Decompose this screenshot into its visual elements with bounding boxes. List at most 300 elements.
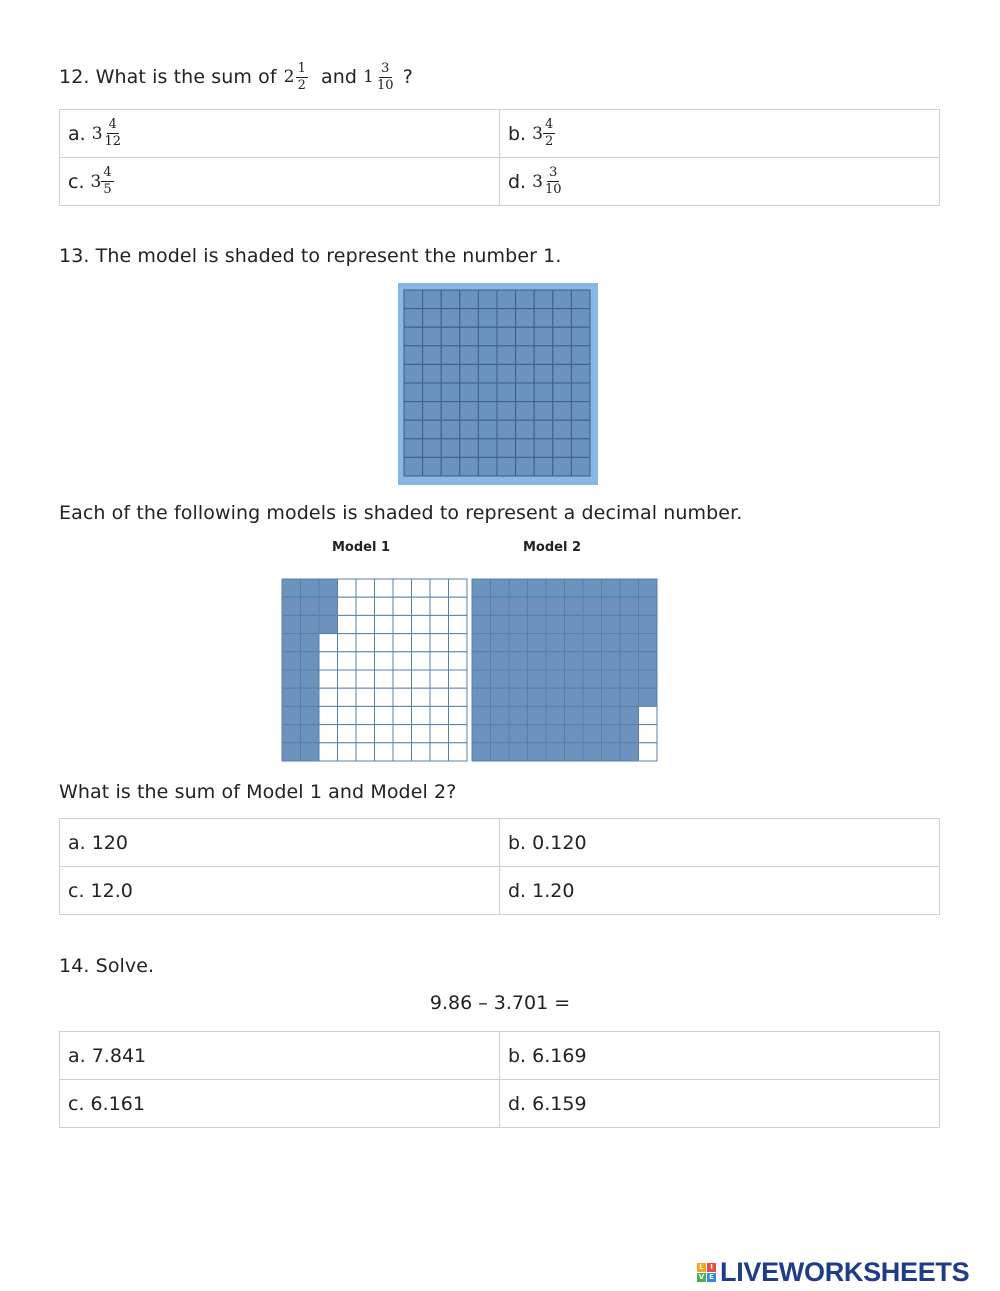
model2-cell-86 [620, 688, 639, 706]
model2-cell-62 [583, 615, 602, 633]
model2-cell-68 [583, 725, 602, 743]
model2-cell-73 [602, 634, 621, 652]
model1-cell-2 [282, 615, 301, 633]
model1-cell-24 [319, 652, 338, 670]
model2-cell-43 [546, 634, 565, 652]
model2-cell-56 [565, 688, 584, 706]
whole-model-cell-6 [404, 402, 423, 421]
model2-cell-91 [639, 597, 658, 615]
whole-model-cell-67 [516, 420, 535, 439]
whole-model-cell-23 [441, 346, 460, 365]
model2-cell-48 [546, 725, 565, 743]
q12-frac2-den: 10 [376, 77, 394, 93]
model1-cell-73 [412, 634, 431, 652]
model1-cell-63 [393, 634, 412, 652]
model1-cell-3 [282, 634, 301, 652]
model2-cell-5 [472, 670, 491, 688]
whole-model-cell-33 [460, 346, 479, 365]
whole-model-cell-50 [497, 290, 516, 309]
whole-model-cell-98 [571, 439, 590, 458]
model1-cell-14 [301, 652, 320, 670]
model1-cell-26 [319, 688, 338, 706]
whole-model-cell-16 [423, 402, 442, 421]
model2-cell-36 [528, 688, 547, 706]
whole-model-cell-47 [478, 420, 497, 439]
whole-model-cell-56 [497, 402, 516, 421]
model2-cell-3 [472, 634, 491, 652]
model1-cell-79 [412, 743, 431, 761]
q12-option-b[interactable]: b. 3 $\frac{4}{2}$ [500, 110, 940, 158]
model2-cell-19 [491, 743, 510, 761]
model2-cell-98 [639, 725, 658, 743]
model2-cell-42 [546, 615, 565, 633]
model2-cell-88 [620, 725, 639, 743]
model1-cell-99 [449, 743, 468, 761]
whole-model-cell-1 [404, 309, 423, 328]
q14-statement: 14. Solve. [59, 955, 155, 977]
model2-cell-58 [565, 725, 584, 743]
whole-model-cell-13 [423, 346, 442, 365]
model2-cell-97 [639, 706, 658, 724]
whole-model-cell-78 [534, 439, 553, 458]
q13-option-d[interactable]: d. 1.20 [500, 867, 940, 915]
q14-equation: 9.86 – 3.701 = [429, 992, 571, 1014]
model1-cell-7 [282, 706, 301, 724]
model1-cell-97 [449, 706, 468, 724]
q12-option-c[interactable]: c. 3 $\frac{4}{5}$ [60, 158, 500, 206]
model1-cell-0 [282, 579, 301, 597]
whole-model-cell-9 [404, 457, 423, 476]
model1-cell-18 [301, 725, 320, 743]
whole-model-cell-77 [534, 420, 553, 439]
model1-cell-51 [375, 597, 394, 615]
model1-cell-6 [282, 688, 301, 706]
model1-cell-90 [449, 579, 468, 597]
q13-option-b[interactable]: b. 0.120 [500, 819, 940, 867]
model2-cell-47 [546, 706, 565, 724]
whole-model-cell-90 [571, 290, 590, 309]
model2-cell-21 [509, 597, 528, 615]
whole-model-cell-19 [423, 457, 442, 476]
whole-model-cell-95 [571, 383, 590, 402]
q12-options [59, 109, 940, 206]
model1-cell-45 [356, 670, 375, 688]
model2-cell-85 [620, 670, 639, 688]
model1-cell-16 [301, 688, 320, 706]
whole-model-cell-99 [571, 457, 590, 476]
q12-question [59, 62, 413, 92]
model1-cell-36 [338, 688, 357, 706]
whole-model-cell-27 [441, 420, 460, 439]
model2-cell-60 [583, 579, 602, 597]
whole-model-cell-54 [497, 364, 516, 383]
model1-cell-77 [412, 706, 431, 724]
model1-cell-12 [301, 615, 320, 633]
whole-model-cell-61 [516, 309, 535, 328]
q12-frac2-whole: 1 [363, 67, 374, 88]
model1-cell-98 [449, 725, 468, 743]
model1-cell-87 [430, 706, 449, 724]
q12-option-d[interactable]: d. 3 $\frac{3}{10}$ [500, 158, 940, 206]
model1-cell-49 [356, 743, 375, 761]
q13-options [59, 818, 940, 915]
model2-cell-29 [509, 743, 528, 761]
model1-cell-13 [301, 634, 320, 652]
q12-frac1-whole: 2 [283, 67, 295, 88]
whole-model-cell-46 [478, 402, 497, 421]
model2-cell-49 [546, 743, 565, 761]
model1-cell-72 [412, 615, 431, 633]
model1-cell-39 [338, 743, 357, 761]
whole-model-cell-7 [404, 420, 423, 439]
model2-cell-51 [565, 597, 584, 615]
whole-model-cell-65 [516, 383, 535, 402]
whole-model-cell-72 [534, 327, 553, 346]
model2-cell-20 [509, 579, 528, 597]
q13-option-a[interactable]: a. 120 [60, 819, 500, 867]
model2-cell-25 [509, 670, 528, 688]
model1-cell-59 [375, 743, 394, 761]
model2-cell-65 [583, 670, 602, 688]
q12-frac1-den: 2 [297, 77, 306, 93]
model2-cell-96 [639, 688, 658, 706]
model2-label: Model 2 [523, 540, 582, 555]
model2-cell-39 [528, 743, 547, 761]
model2-cell-67 [583, 706, 602, 724]
model1-cell-21 [319, 597, 338, 615]
whole-model-cell-83 [553, 346, 572, 365]
whole-model-cell-58 [497, 439, 516, 458]
model1-grid [281, 578, 469, 763]
whole-model-cell-85 [553, 383, 572, 402]
logo-blocks-icon: L I V E [697, 1263, 716, 1282]
liveworksheets-logo [697, 1257, 969, 1288]
model1-cell-38 [338, 725, 357, 743]
q14-option-c[interactable]: c. 6.161 [60, 1080, 500, 1128]
model2-cell-79 [602, 743, 621, 761]
whole-model-cell-12 [423, 327, 442, 346]
whole-model-cell-62 [516, 327, 535, 346]
whole-model-cell-73 [534, 346, 553, 365]
model1-cell-69 [393, 743, 412, 761]
model2-cell-30 [528, 579, 547, 597]
model1-cell-65 [393, 670, 412, 688]
model2-cell-70 [602, 579, 621, 597]
q12-prefix: 12. What is the sum of [59, 66, 277, 89]
model1-cell-74 [412, 652, 431, 670]
whole-model-cell-29 [441, 457, 460, 476]
q13-question: What is the sum of Model 1 and Model 2? [59, 781, 457, 803]
model2-cell-74 [602, 652, 621, 670]
model2-cell-7 [472, 706, 491, 724]
model1-cell-64 [393, 652, 412, 670]
model1-cell-37 [338, 706, 357, 724]
whole-model-cell-43 [478, 346, 497, 365]
whole-model-cell-41 [478, 309, 497, 328]
q14-option-a[interactable]: a. 7.841 [60, 1032, 500, 1080]
whole-model-cell-68 [516, 439, 535, 458]
whole-model-cell-15 [423, 383, 442, 402]
model2-cell-9 [472, 743, 491, 761]
model1-cell-89 [430, 743, 449, 761]
whole-model-cell-70 [534, 290, 553, 309]
model2-cell-26 [509, 688, 528, 706]
q12-frac1-num: 1 [297, 61, 306, 76]
model2-cell-11 [491, 597, 510, 615]
model1-cell-92 [449, 615, 468, 633]
model1-cell-31 [338, 597, 357, 615]
whole-model-cell-82 [553, 327, 572, 346]
model2-cell-34 [528, 652, 547, 670]
q12-option-a[interactable]: a. 3 $\frac{4}{12}$ [60, 110, 500, 158]
model1-cell-71 [412, 597, 431, 615]
model2-cell-46 [546, 688, 565, 706]
whole-model-cell-57 [497, 420, 516, 439]
whole-model-cell-5 [404, 383, 423, 402]
model1-cell-22 [319, 615, 338, 633]
whole-model-cell-87 [553, 420, 572, 439]
model2-cell-27 [509, 706, 528, 724]
model1-cell-68 [393, 725, 412, 743]
model2-grid [471, 578, 659, 763]
q12-mixed-number-2 [363, 62, 396, 92]
q14-option-d[interactable]: d. 6.159 [500, 1080, 940, 1128]
model1-cell-23 [319, 634, 338, 652]
whole-model-grid [398, 283, 598, 485]
whole-model-cell-75 [534, 383, 553, 402]
whole-model-cell-89 [553, 457, 572, 476]
model1-cell-93 [449, 634, 468, 652]
model1-cell-27 [319, 706, 338, 724]
whole-model-cell-10 [423, 290, 442, 309]
model1-cell-4 [282, 652, 301, 670]
model1-cell-94 [449, 652, 468, 670]
model2-cell-92 [639, 615, 658, 633]
model2-cell-31 [528, 597, 547, 615]
whole-model-cell-59 [497, 457, 516, 476]
model1-cell-40 [356, 579, 375, 597]
model1-cell-41 [356, 597, 375, 615]
model2-cell-93 [639, 634, 658, 652]
whole-model-cell-40 [478, 290, 497, 309]
whole-model-cell-0 [404, 290, 423, 309]
q14-options [59, 1031, 940, 1128]
whole-model-cell-36 [460, 402, 479, 421]
model2-cell-83 [620, 634, 639, 652]
model1-cell-84 [430, 652, 449, 670]
model2-cell-13 [491, 634, 510, 652]
model2-cell-45 [546, 670, 565, 688]
model1-cell-9 [282, 743, 301, 761]
model2-cell-71 [602, 597, 621, 615]
whole-model-cell-79 [534, 457, 553, 476]
whole-model-cell-44 [478, 364, 497, 383]
model2-cell-41 [546, 597, 565, 615]
whole-model-cell-14 [423, 364, 442, 383]
whole-model-cell-93 [571, 346, 590, 365]
whole-model-cell-20 [441, 290, 460, 309]
model2-cell-37 [528, 706, 547, 724]
q13-followup: Each of the following models is shaded to represent a decimal number. [59, 502, 743, 524]
q13-statement: 13. The model is shaded to represent the number 1. [59, 245, 562, 267]
model1-cell-88 [430, 725, 449, 743]
model1-cell-20 [319, 579, 338, 597]
model1-cell-25 [319, 670, 338, 688]
model2-cell-76 [602, 688, 621, 706]
model2-cell-4 [472, 652, 491, 670]
model1-cell-83 [430, 634, 449, 652]
model1-cell-81 [430, 597, 449, 615]
whole-model-cell-48 [478, 439, 497, 458]
model2-cell-32 [528, 615, 547, 633]
whole-model-cell-17 [423, 420, 442, 439]
model2-cell-33 [528, 634, 547, 652]
model2-cell-22 [509, 615, 528, 633]
model2-cell-0 [472, 579, 491, 597]
whole-model-cell-18 [423, 439, 442, 458]
q14-option-b[interactable]: b. 6.169 [500, 1032, 940, 1080]
model1-cell-10 [301, 579, 320, 597]
model1-cell-56 [375, 688, 394, 706]
model2-cell-57 [565, 706, 584, 724]
whole-model-cell-32 [460, 327, 479, 346]
model2-cell-8 [472, 725, 491, 743]
q12-mixed-number-1 [284, 62, 308, 92]
model1-cell-29 [319, 743, 338, 761]
model2-cell-23 [509, 634, 528, 652]
q12-suffix: ? [402, 66, 413, 89]
whole-model-cell-49 [478, 457, 497, 476]
model1-cell-48 [356, 725, 375, 743]
model2-cell-2 [472, 615, 491, 633]
q12-and: and [320, 66, 358, 89]
model1-cell-95 [449, 670, 468, 688]
model2-cell-17 [491, 706, 510, 724]
model1-cell-61 [393, 597, 412, 615]
whole-model-cell-94 [571, 364, 590, 383]
whole-model-cell-8 [404, 439, 423, 458]
whole-model-cell-96 [571, 402, 590, 421]
whole-model-cell-24 [441, 364, 460, 383]
whole-model-cell-74 [534, 364, 553, 383]
whole-model-cell-84 [553, 364, 572, 383]
whole-model-cell-31 [460, 309, 479, 328]
whole-model-cell-2 [404, 327, 423, 346]
model1-cell-52 [375, 615, 394, 633]
whole-model-cell-45 [478, 383, 497, 402]
whole-model-cell-35 [460, 383, 479, 402]
model1-cell-50 [375, 579, 394, 597]
whole-model-cell-30 [460, 290, 479, 309]
model2-cell-40 [546, 579, 565, 597]
model2-cell-50 [565, 579, 584, 597]
whole-model-cell-91 [571, 309, 590, 328]
whole-model-cell-3 [404, 346, 423, 365]
whole-model-cell-51 [497, 309, 516, 328]
model1-cell-46 [356, 688, 375, 706]
logo-text: LIVEWORKSHEETS [720, 1257, 970, 1287]
model1-cell-85 [430, 670, 449, 688]
whole-model-cell-97 [571, 420, 590, 439]
model1-cell-5 [282, 670, 301, 688]
whole-model-cell-38 [460, 439, 479, 458]
q13-option-c[interactable]: c. 12.0 [60, 867, 500, 915]
whole-model-cell-63 [516, 346, 535, 365]
model1-cell-70 [412, 579, 431, 597]
whole-model-cell-11 [423, 309, 442, 328]
model1-cell-67 [393, 706, 412, 724]
model1-cell-80 [430, 579, 449, 597]
whole-model-cell-34 [460, 364, 479, 383]
whole-model-cell-86 [553, 402, 572, 421]
model1-cell-19 [301, 743, 320, 761]
whole-model-cell-60 [516, 290, 535, 309]
model2-cell-54 [565, 652, 584, 670]
model2-cell-87 [620, 706, 639, 724]
model2-cell-84 [620, 652, 639, 670]
model2-cell-44 [546, 652, 565, 670]
model1-cell-54 [375, 652, 394, 670]
model2-cell-18 [491, 725, 510, 743]
model1-cell-60 [393, 579, 412, 597]
model2-cell-94 [639, 652, 658, 670]
model2-cell-69 [583, 743, 602, 761]
model2-cell-99 [639, 743, 658, 761]
model2-cell-6 [472, 688, 491, 706]
model2-cell-28 [509, 725, 528, 743]
model2-cell-12 [491, 615, 510, 633]
model2-cell-64 [583, 652, 602, 670]
model1-cell-91 [449, 597, 468, 615]
model2-cell-75 [602, 670, 621, 688]
model1-cell-1 [282, 597, 301, 615]
model2-cell-89 [620, 743, 639, 761]
whole-model-cell-55 [497, 383, 516, 402]
model1-cell-11 [301, 597, 320, 615]
whole-model-cell-81 [553, 309, 572, 328]
model1-label: Model 1 [332, 540, 391, 555]
model2-cell-38 [528, 725, 547, 743]
q12-frac2-num: 3 [381, 61, 390, 76]
model2-cell-82 [620, 615, 639, 633]
whole-model-cell-76 [534, 402, 553, 421]
model2-cell-10 [491, 579, 510, 597]
model1-cell-30 [338, 579, 357, 597]
model2-cell-78 [602, 725, 621, 743]
whole-model-cell-37 [460, 420, 479, 439]
model1-cell-15 [301, 670, 320, 688]
whole-model-cell-88 [553, 439, 572, 458]
model2-cell-81 [620, 597, 639, 615]
whole-model-cell-69 [516, 457, 535, 476]
model1-cell-86 [430, 688, 449, 706]
whole-model-cell-4 [404, 364, 423, 383]
model2-cell-61 [583, 597, 602, 615]
whole-model-cell-66 [516, 402, 535, 421]
model1-cell-96 [449, 688, 468, 706]
whole-model-cell-28 [441, 439, 460, 458]
model2-cell-35 [528, 670, 547, 688]
model2-cell-72 [602, 615, 621, 633]
model1-cell-17 [301, 706, 320, 724]
model2-cell-52 [565, 615, 584, 633]
model1-cell-53 [375, 634, 394, 652]
model1-cell-75 [412, 670, 431, 688]
model1-cell-55 [375, 670, 394, 688]
model2-cell-66 [583, 688, 602, 706]
whole-model-cell-53 [497, 346, 516, 365]
whole-model-cell-80 [553, 290, 572, 309]
